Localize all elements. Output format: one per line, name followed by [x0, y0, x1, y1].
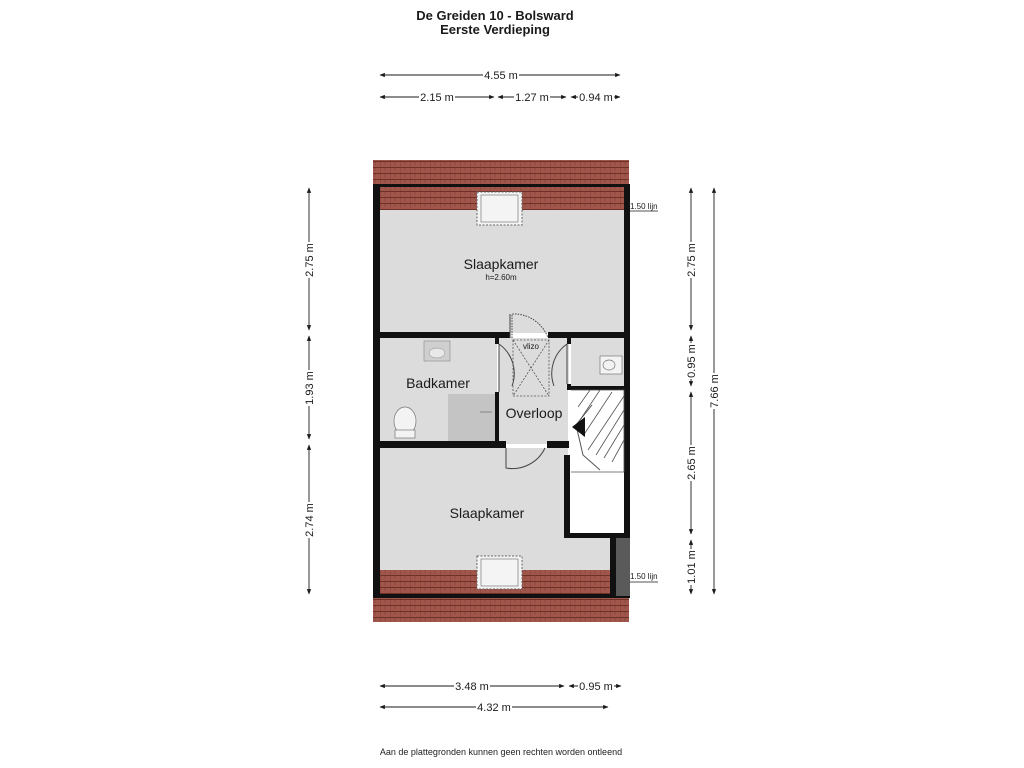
room-label-slaapkamer-top: Slaapkamer — [463, 256, 539, 272]
disclaimer: Aan de plattegronden kunnen geen rechten worden ontleend — [379, 747, 623, 757]
dim-top-seg3: 0.94 m — [579, 92, 613, 104]
lijn-label-bottom: 1.50 lijn — [630, 572, 658, 581]
dim-top-total: 4.55 m — [484, 70, 518, 82]
lijn-label-top: 1.50 lijn — [630, 202, 658, 211]
room-label-overloop: Overloop — [505, 405, 563, 421]
skylight-top — [477, 192, 522, 225]
skylight-bottom — [477, 556, 522, 589]
wall-toilet-icon — [600, 356, 622, 374]
shower-tray — [448, 394, 496, 441]
dim-right-seg2: 0.95 m — [686, 344, 698, 378]
dim-left-seg3: 2.74 m — [304, 503, 316, 537]
dim-bottom-seg1: 3.48 m — [455, 681, 489, 693]
floor-subtitle: Eerste Verdieping — [440, 22, 550, 37]
dim-left-seg2: 1.93 m — [304, 371, 316, 405]
dim-top-seg1: 2.15 m — [420, 92, 454, 104]
dim-right-seg1: 2.75 m — [686, 243, 698, 277]
sink-icon — [424, 341, 450, 361]
dim-right-seg4: 1.01 m — [686, 550, 698, 584]
dim-bottom-seg2: 0.95 m — [579, 681, 613, 693]
plan-title: De Greiden 10 - Bolsward — [416, 8, 574, 23]
dim-right-total: 7.66 m — [709, 374, 721, 408]
room-height-label: h=2.60m — [485, 273, 517, 282]
dim-left-seg1: 2.75 m — [304, 243, 316, 277]
dim-right-seg3: 2.65 m — [686, 446, 698, 480]
dim-bottom-total: 4.32 m — [477, 702, 511, 714]
room-label-badkamer: Badkamer — [406, 375, 470, 391]
dim-top-seg2: 1.27 m — [515, 92, 549, 104]
vlizo-label: vlizo — [522, 342, 540, 351]
room-label-slaapkamer-bottom: Slaapkamer — [449, 505, 525, 521]
toilet-icon — [394, 407, 416, 438]
